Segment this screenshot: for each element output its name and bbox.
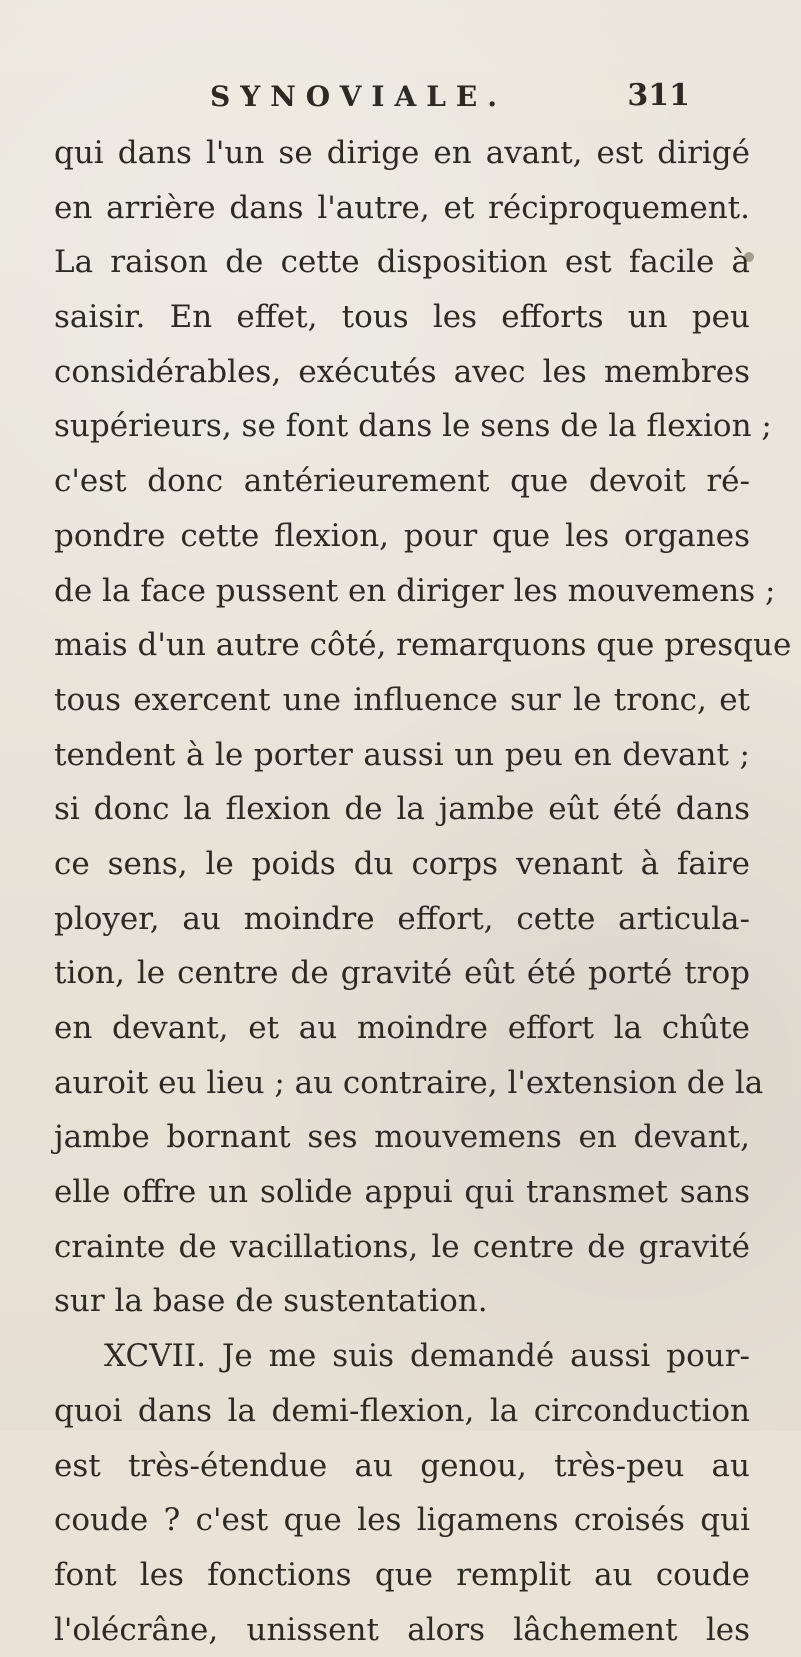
ink-spot <box>744 252 754 262</box>
text-line: jambe bornant ses mouvemens en devant, <box>54 1119 750 1156</box>
text-line: l'olécrâne, unissent alors lâchement les <box>54 1611 750 1648</box>
text-line: elle offre un solide appui qui transmet sans <box>54 1174 750 1211</box>
text-line: de la face pussent en diriger les mouvemens ; <box>54 572 776 609</box>
text-line: quoi dans la demi-flexion, la circonduction <box>54 1392 750 1429</box>
text-line: tion, le centre de gravité eût été porté trop <box>54 955 750 992</box>
text-line: supérieurs, se font dans le sens de la flexion ; <box>54 408 772 445</box>
text-line: saisir. En effet, tous les efforts un peu <box>54 299 750 336</box>
text-line: ployer, au moindre effort, cette articula- <box>54 900 750 937</box>
text-line: coude ? c'est que les ligamens croisés qui <box>54 1502 750 1539</box>
text-line: La raison de cette disposition est facile à <box>54 244 750 281</box>
text-line: font les fonctions que remplit au coude <box>54 1556 750 1593</box>
text-line: ce sens, le poids du corps venant à faire <box>54 845 750 882</box>
body-text <box>54 126 792 1657</box>
text-line: si donc la flexion de la jambe eût été dans <box>54 791 750 828</box>
page-number: 311 <box>627 78 690 113</box>
text-line: c'est donc antérieurement que devoit ré- <box>54 463 750 500</box>
section-heading-line: XCVII. Je me suis demandé aussi pour- <box>104 1338 750 1375</box>
text-line: auroit eu lieu ; au contraire, l'extension de la <box>54 1064 764 1101</box>
text-line: en devant, et au moindre effort la chûte <box>54 1010 750 1046</box>
text-line: est très-étendue au genou, très-peu au <box>54 1447 750 1484</box>
text-line: sur la base de sustentation. <box>54 1283 488 1320</box>
page-header <box>200 80 690 124</box>
text-line: tous exercent une influence sur le tronc, et <box>54 681 750 718</box>
text-line: tendent à le porter aussi un peu en devant ; <box>54 736 750 773</box>
text-line: qui dans l'un se dirige en avant, est dirigé <box>54 135 750 171</box>
text-line: mais d'un autre côté, remarquons que presque <box>54 627 792 664</box>
text-line: en arrière dans l'autre, et réciproquement. <box>54 189 750 226</box>
running-title: SYNOVIALE. <box>210 80 508 113</box>
text-line: considérables, exécutés avec les membres <box>54 353 750 390</box>
text-line: crainte de vacillations, le centre de gravité <box>54 1228 750 1265</box>
text-line: pondre cette flexion, pour que les organes <box>54 517 750 554</box>
